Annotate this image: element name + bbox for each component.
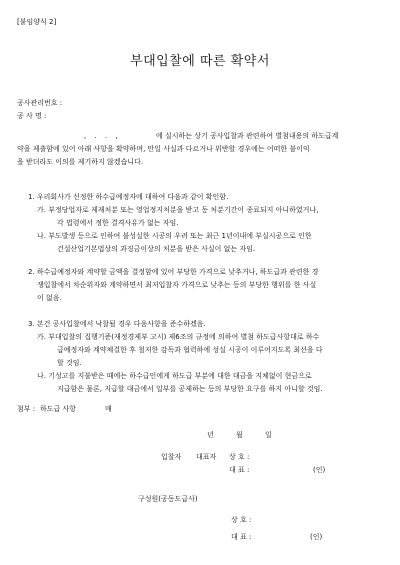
attachment-label: 첨부 : <box>17 405 36 413</box>
item-2-line-2: 쟁입찰에서 차순위자와 계약하면서 최저입찰자 가격으로 낮추는 등의 부당한 행위를 한 사실 <box>37 281 317 289</box>
item-3a-line-3: 할 것임. <box>57 359 82 367</box>
attachment-unit: 매 <box>105 405 112 413</box>
item-1b-line-2: 건설산업기본법상의 과징금이상의 처분을 받은 사실이 없는 자임. <box>57 245 256 253</box>
project-name-label: 공 사 명 : <box>17 112 47 120</box>
consortium-ceo-label: 대 표 : <box>231 533 252 541</box>
item-3a-line-2: 급예정자와 계약체결한 후 철저한 감독과 협력하에 성실 시공이 이루어지도록 최선을 다 <box>57 346 323 354</box>
intro-line-3: 을 받더라도 이의를 제기하지 않겠습니다. <box>17 158 144 166</box>
item-3b-line-2: 지급함은 물론, 지급할 대금에서 일부를 공제하는 등의 부당한 요구를 하지 아니할 것임. <box>57 385 323 393</box>
representative-label: 대표자 <box>196 453 217 461</box>
intro-line-1: 에 실시하는 상기 공사입찰과 관련하여 별첨내용의 하도급계 <box>156 132 339 140</box>
item-2-line-1: 2. 하수급예정자와 계약할 금액을 결정함에 있어 부당한 가격으로 낮추거나, 하도급과 관련한 경 <box>28 268 319 276</box>
consortium-seal-mark: (인) <box>310 533 323 541</box>
item-3-heading: 3. 본건 공사입찰에서 낙찰될 경우 다음사항을 준수하겠음. <box>28 320 206 328</box>
project-number-label: 공사관리번호 : <box>17 99 63 107</box>
item-1a-line-1: 가. 부정당업자로 제재처분 또는 영업정지처분을 받고 동 처분기간이 종료되지 아니하였거나, <box>37 206 319 214</box>
seal-mark: (인) <box>313 466 326 474</box>
item-1b-line-1: 나. 부도발생 등으로 인하여 불성실한 시공의 우려 또는 최근 1년이내에 부실시공으로 인한 <box>37 232 312 240</box>
item-1a-line-2: 각 법령에서 정한 결격사유가 없는 자임. <box>57 219 179 227</box>
item-1-heading: 1. 우리회사가 선정한 하수급예정자에 대하여 다음과 같이 확인함. <box>28 193 229 201</box>
bidder-label: 입찰자 <box>161 453 182 461</box>
item-3b-line-1: 나. 기성고를 지불받은 때에는 하수급인에게 하도급 부분에 대한 대금을 지체없이 현금으로 <box>37 372 312 380</box>
form-tag: [붙임양식 2] <box>17 18 57 26</box>
item-2-line-3: 이 없음. <box>37 294 62 302</box>
intro-line-2: 약을 제출함에 있어 아래 사항을 확약하며, 만일 사실과 다르거나 위반할 경우에는 어떠한 불이익 <box>17 145 310 153</box>
document-title: 부대입찰에 따른 확약서 <box>130 54 270 69</box>
signature-date-line: 년 월 일 <box>207 431 272 439</box>
consortium-company-label: 상 호 : <box>231 516 252 524</box>
attachment-text: 하도급 사항 <box>40 405 77 413</box>
intro-date-marks: , . . , <box>84 132 121 140</box>
ceo-label: 대 표 : <box>229 466 250 474</box>
item-3a-line-1: 가. 부대입찰의 집행기준(재정경제부 고시) 제6조의 규정에 의하여 별첨 하도급사항대로 하수 <box>37 333 320 341</box>
consortium-member-label: 구성원(공동도급사) <box>138 495 198 503</box>
company-name-label: 상 호 : <box>229 453 250 461</box>
